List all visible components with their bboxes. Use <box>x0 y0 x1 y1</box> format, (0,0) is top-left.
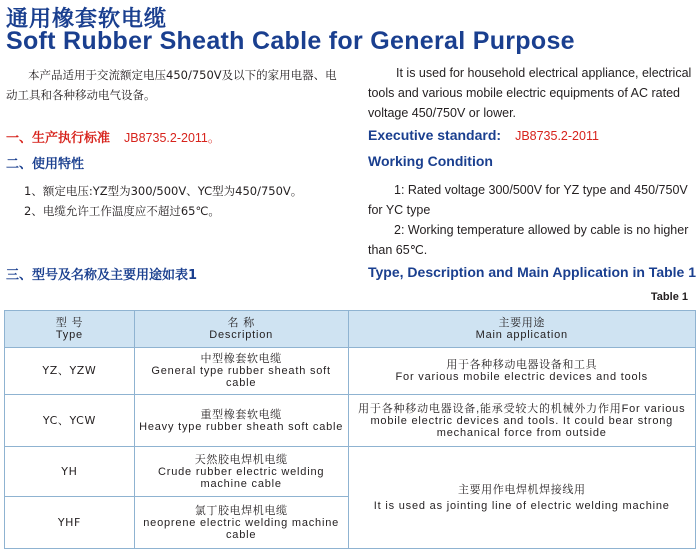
header-type: 型 号 Type <box>5 311 135 348</box>
working-item-english: 1: Rated voltage 300/500V for YZ type and 450/750V for YC type <box>368 183 688 217</box>
cell-description: 重型橡套软电缆 Heavy type rubber sheath soft cable <box>134 395 348 447</box>
intro-chinese: 本产品适用于交流额定电压450/750V及以下的家用电器、电动工具和各种移动电气设备。 <box>6 68 337 102</box>
types-heading-english: Type, Description and Main Application in Table 1 <box>368 264 697 280</box>
cell-application: 用于各种移动电器设备和工具 For various mobile electric devices and tools <box>348 348 695 395</box>
table-caption: Table 1 <box>650 291 688 303</box>
cell-description: 氯丁胶电焊机电缆 neoprene electric welding machine cable <box>134 497 348 549</box>
working-heading-english: Working Condition <box>368 153 493 169</box>
working-item-chinese: 1、额定电压:YZ型为300/500V、YC型为450/750V。 <box>24 184 303 198</box>
cell-type: YZ、YZW <box>5 348 135 395</box>
table-row <box>5 395 696 447</box>
header-description: 名 称 Description <box>134 311 348 348</box>
working-item-english: 2: Working temperature allowed by cable is no higher than 65℃. <box>368 223 689 257</box>
intro-english: It is used for household electrical appliance, electrical tools and various mobile electric equipments of AC rated voltage 450/750V or lower. <box>368 66 692 120</box>
cell-type: YHF <box>5 497 135 549</box>
standard-label-english: Executive standard: <box>368 127 502 143</box>
working-item-chinese: 2、电缆允许工作温度应不超过65℃。 <box>24 204 220 218</box>
standard-value-chinese: JB8735.2-2011。 <box>124 131 221 145</box>
cell-application: 用于各种移动电器设备,能承受较大的机械外力作用For various mobile electric devices and tools. It could bear strong mechanical force from outside <box>348 395 695 447</box>
working-heading-chinese: 二、使用特性 <box>6 157 85 172</box>
cable-types-table <box>4 310 696 549</box>
standard-label-chinese: 一、生产执行标准 <box>6 131 111 146</box>
table-row <box>5 447 696 497</box>
working-list-chinese <box>24 181 354 221</box>
table-row <box>5 348 696 395</box>
cell-application-welding: 主要用作电焊机焊接线用 It is used as jointing line of electric welding machine <box>348 447 695 549</box>
standard-heading-english <box>368 127 599 143</box>
header-application: 主要用途 Main application <box>348 311 695 348</box>
standard-value-english: JB8735.2-2011 <box>515 129 599 143</box>
cell-description: 中型橡套软电缆 General type rubber sheath soft cable <box>134 348 348 395</box>
cell-type: YC、YCW <box>5 395 135 447</box>
types-heading-chinese: 三、型号及名称及主要用途如表1 <box>6 268 198 283</box>
cell-description: 天然胶电焊机电缆 Crude rubber electric welding machine cable <box>134 447 348 497</box>
table-header-row <box>5 311 696 348</box>
title-english: Soft Rubber Sheath Cable for General Purpose <box>6 27 575 55</box>
title-chinese: 通用橡套软电缆 <box>6 7 168 32</box>
working-list-english <box>368 180 696 260</box>
cell-type: YH <box>5 447 135 497</box>
standard-heading-chinese <box>6 127 220 146</box>
